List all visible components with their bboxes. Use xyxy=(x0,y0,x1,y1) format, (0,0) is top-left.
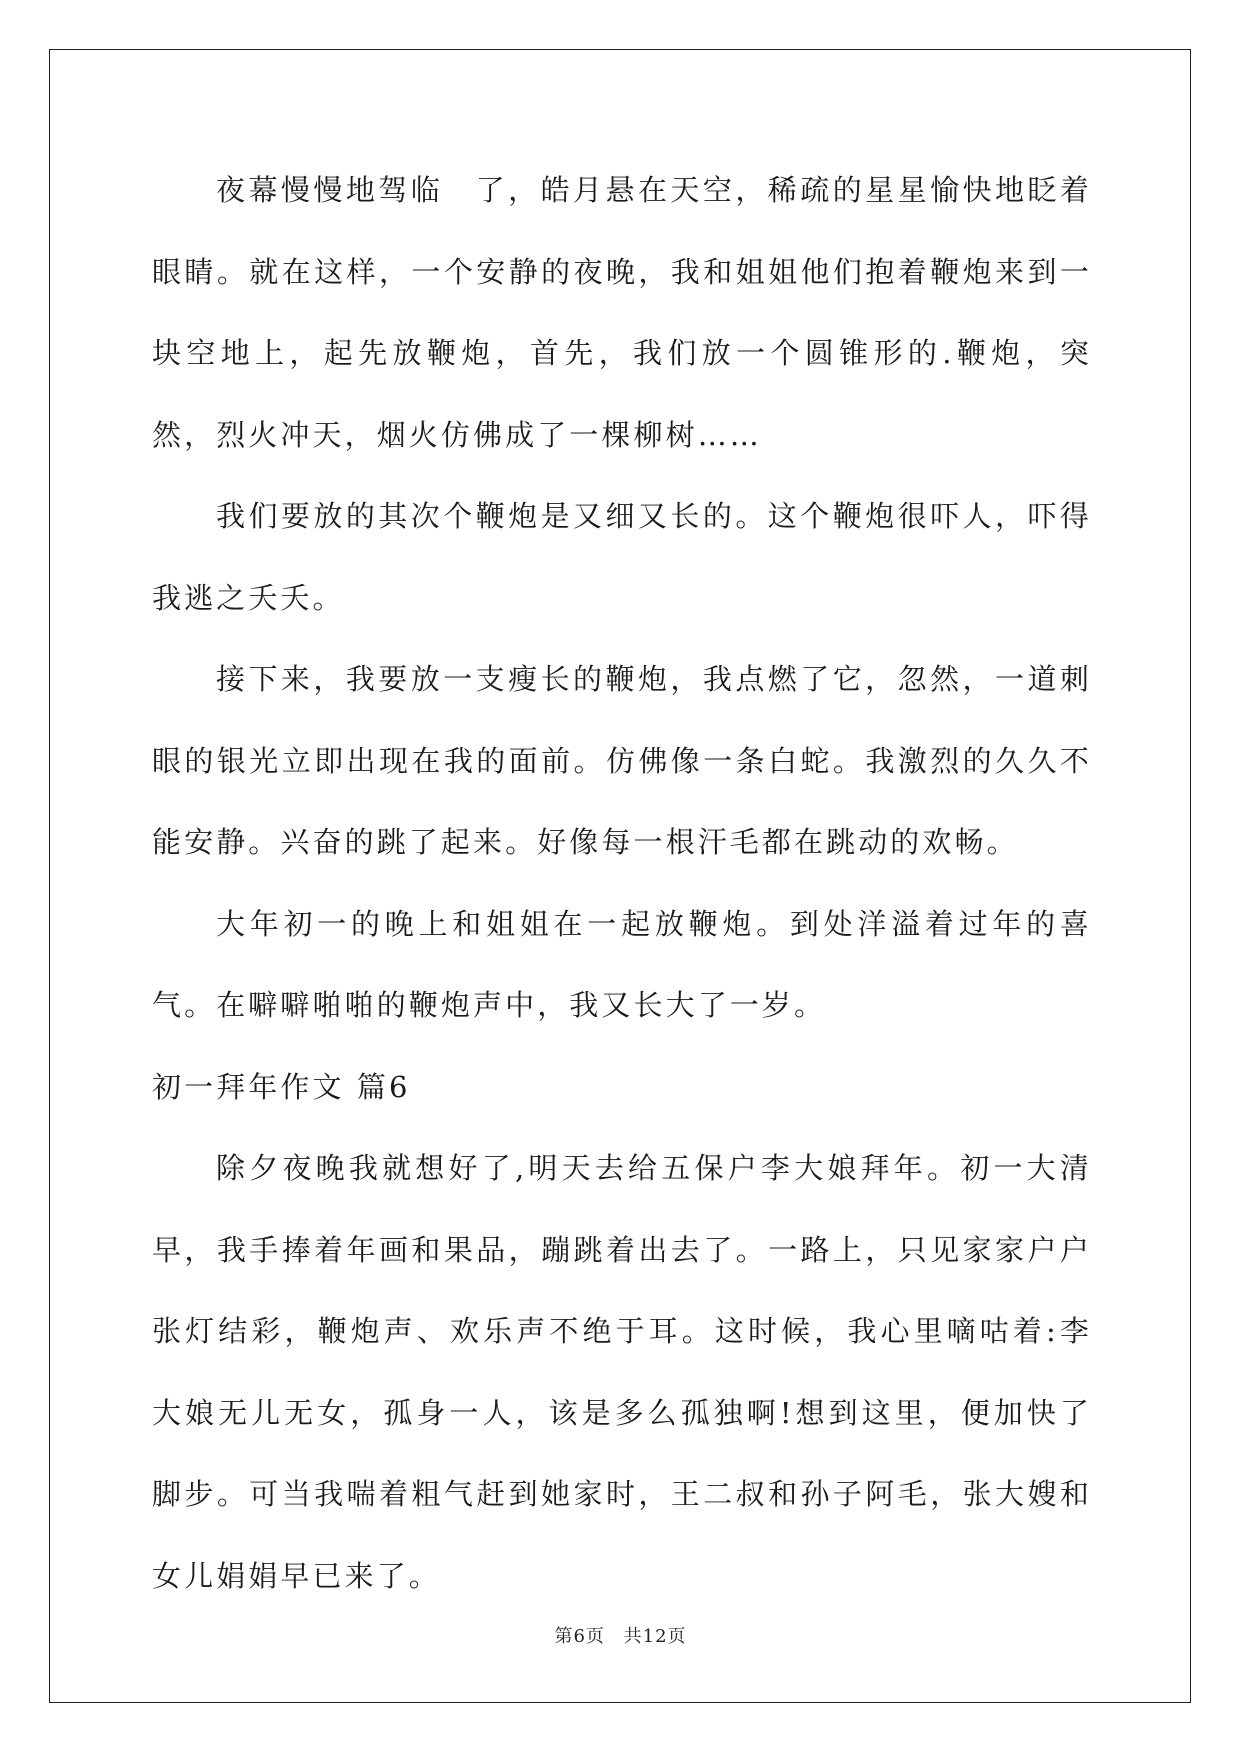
page-number: 第6页 xyxy=(554,1626,605,1647)
paragraph-4: 大年初一的晚上和姐姐在一起放鞭炮。到处洋溢着过年的喜气。在噼噼啪啪的鞭炮声中，我又长大了一岁。 xyxy=(152,906,1092,1022)
page-total: 共12页 xyxy=(623,1626,687,1647)
paragraph-2: 我们要放的其次个鞭炮是又细又长的。这个鞭炮很吓人，吓得我逃之夭夭。 xyxy=(152,499,1092,615)
paragraph-3: 接下来，我要放一支瘦长的鞭炮，我点燃了它，忽然，一道刺眼的银光立即出现在我的面前。仿佛像一条白蛇。我激烈的久久不能安静。兴奋的跳了起来。好像每一根汗毛都在跳动的欢畅。 xyxy=(152,662,1092,859)
document-body xyxy=(152,150,1092,1617)
paragraph-1: 夜幕慢慢地驾临 了，皓月悬在天空，稀疏的星星愉快地眨着眼睛。就在这样，一个安静的夜晚，我和姐姐他们抱着鞭炮来到一块空地上，起先放鞭炮，首先，我们放一个圆锥形的.鞭炮，突然，烈火冲天，烟火仿佛成了一棵柳树…… xyxy=(152,173,1092,452)
page-footer xyxy=(0,1622,1241,1648)
paragraph-5: 除夕夜晚我就想好了,明天去给五保户李大娘拜年。初一大清早，我手捧着年画和果品，蹦跳着出去了。一路上，只见家家户户张灯结彩，鞭炮声、欢乐声不绝于耳。这时候，我心里嘀咕着:李大娘无儿无女，孤身一人，该是多么孤独啊!想到这里，便加快了脚步。可当我喘着粗气赶到她家时，王二叔和孙子阿毛，张大嫂和女儿娟娟早已来了。 xyxy=(152,1151,1092,1593)
section-heading: 初一拜年作文 篇6 xyxy=(152,1069,411,1104)
